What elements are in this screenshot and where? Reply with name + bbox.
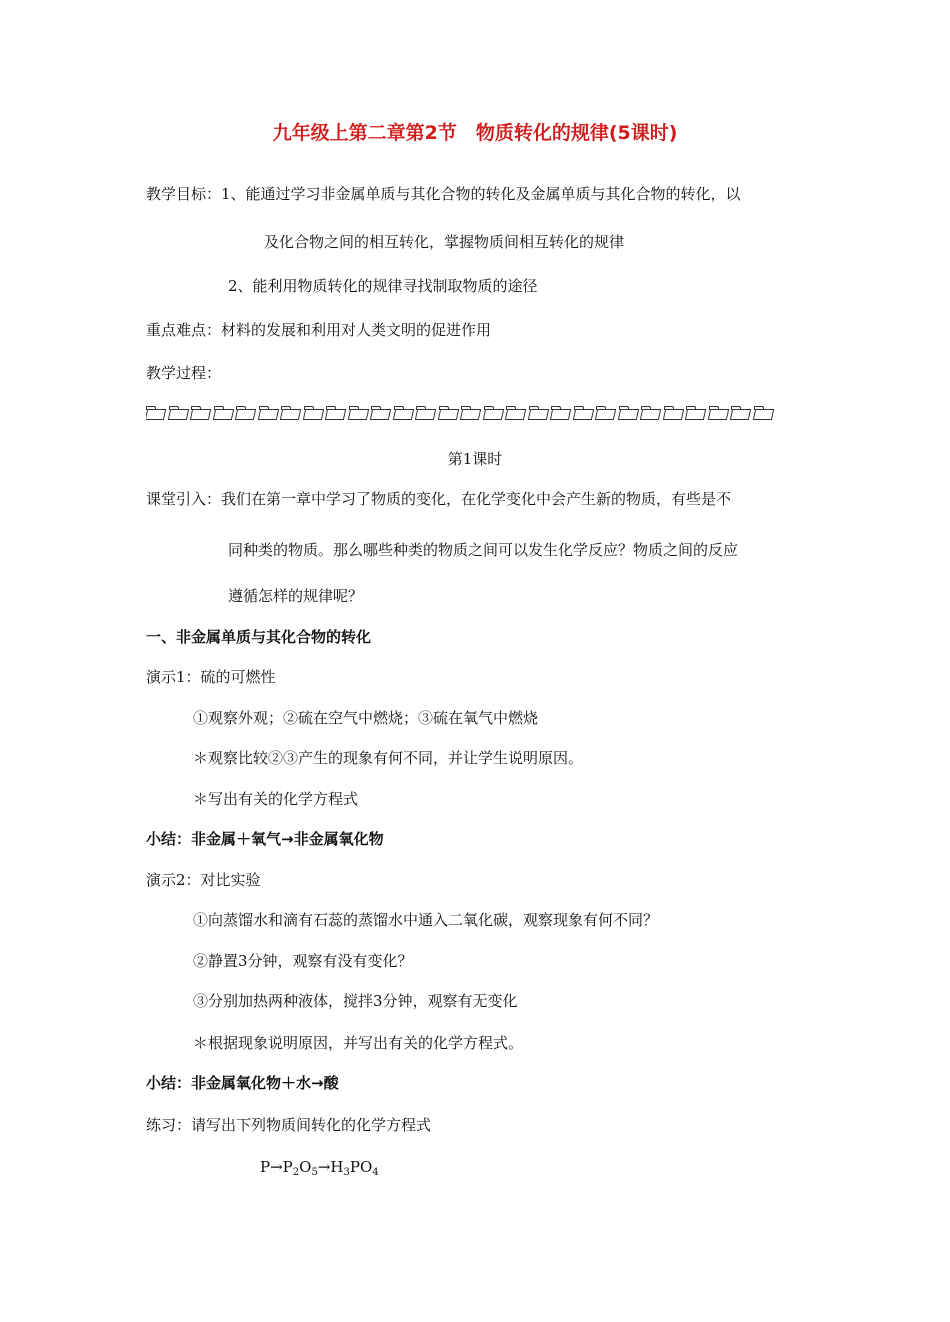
folder-icon <box>754 406 774 420</box>
folder-icon <box>349 406 369 420</box>
formula-o: O <box>299 1158 312 1176</box>
folder-divider <box>146 405 796 425</box>
folder-icon <box>146 406 166 420</box>
summary-2: 小结：非金属氧化物＋水→酸 <box>146 1074 339 1092</box>
demo2-label: 演示2：对比实验 <box>146 871 261 889</box>
folder-icon <box>709 406 729 420</box>
exercise-formula <box>260 1157 379 1177</box>
folder-icon <box>281 406 301 420</box>
intro-line-2: 同种类的物质。那么哪些种类的物质之间可以发生化学反应？物质之间的反应 <box>228 541 739 559</box>
objectives-line-1: 教学目标：1、能通过学习非金属单质与其化合物的转化及金属单质与其化合物的转化，以 <box>146 185 741 203</box>
demo1-note-2: ＊写出有关的化学方程式 <box>193 790 359 808</box>
folder-icon <box>641 406 661 420</box>
folder-icon <box>529 406 549 420</box>
demo2-step-2: ②静置3分钟，观察有没有变化？ <box>193 952 413 970</box>
folder-icon <box>619 406 639 420</box>
formula-sub-5: 5 <box>311 1167 318 1178</box>
folder-icon <box>371 406 391 420</box>
folder-icon <box>574 406 594 420</box>
folder-icon <box>191 406 211 420</box>
folder-icon <box>506 406 526 420</box>
objectives-line-2: 及化合物之间的相互转化，掌握物质间相互转化的规律 <box>264 233 625 251</box>
demo1-steps: ①观察外观；②硫在空气中燃烧；③硫在氧气中燃烧 <box>193 709 539 727</box>
key-points: 重点难点：材料的发展和利用对人类文明的促进作用 <box>146 321 492 339</box>
objectives-line-3: 2、能利用物质转化的规律寻找制取物质的途径 <box>228 277 538 295</box>
formula-sub-4: 4 <box>372 1167 379 1178</box>
intro-line-1: 课堂引入：我们在第一章中学习了物质的变化，在化学变化中会产生新的物质，有些是不 <box>146 490 732 508</box>
demo1-note-1: ＊观察比较②③产生的现象有何不同，并让学生说明原因。 <box>193 749 584 767</box>
section-heading: 一、非金属单质与其化合物的转化 <box>146 628 372 646</box>
page-title: 九年级上第二章第2节 物质转化的规律(5课时) <box>272 122 678 144</box>
folder-icon <box>686 406 706 420</box>
folder-icon <box>484 406 504 420</box>
folder-icon <box>439 406 459 420</box>
formula-arrow-h: →H <box>317 1158 344 1176</box>
demo2-step-1: ①向蒸馏水和滴有石蕊的蒸馏水中通入二氧化碳，观察现象有何不同？ <box>193 911 659 929</box>
folder-icon <box>461 406 481 420</box>
formula-sub-3: 3 <box>343 1167 350 1178</box>
intro-line-3: 遵循怎样的规律呢？ <box>228 587 364 605</box>
exercise-label: 练习：请写出下列物质间转化的化学方程式 <box>146 1116 432 1134</box>
summary-1: 小结：非金属＋氧气→非金属氧化物 <box>146 830 384 848</box>
demo2-note: ＊根据现象说明原因，并写出有关的化学方程式。 <box>193 1034 524 1052</box>
folder-icon <box>214 406 234 420</box>
folder-icon <box>394 406 414 420</box>
folder-icon <box>551 406 571 420</box>
folder-icon <box>236 406 256 420</box>
process-label: 教学过程： <box>146 364 222 382</box>
lesson-heading: 第1课时 <box>447 450 503 468</box>
folder-icon <box>259 406 279 420</box>
folder-icon <box>326 406 346 420</box>
demo1-label: 演示1：硫的可燃性 <box>146 668 276 686</box>
folder-icon <box>731 406 751 420</box>
demo2-step-3: ③分别加热两种液体，搅拌3分钟，观察有无变化 <box>193 992 518 1010</box>
formula-po: PO <box>349 1158 373 1176</box>
folder-icon <box>596 406 616 420</box>
formula-sub-2: 2 <box>292 1167 300 1178</box>
folder-icon <box>416 406 436 420</box>
folder-icon <box>664 406 684 420</box>
folder-icon <box>304 406 324 420</box>
folder-icon <box>169 406 189 420</box>
formula-p: P→P <box>260 1158 293 1176</box>
